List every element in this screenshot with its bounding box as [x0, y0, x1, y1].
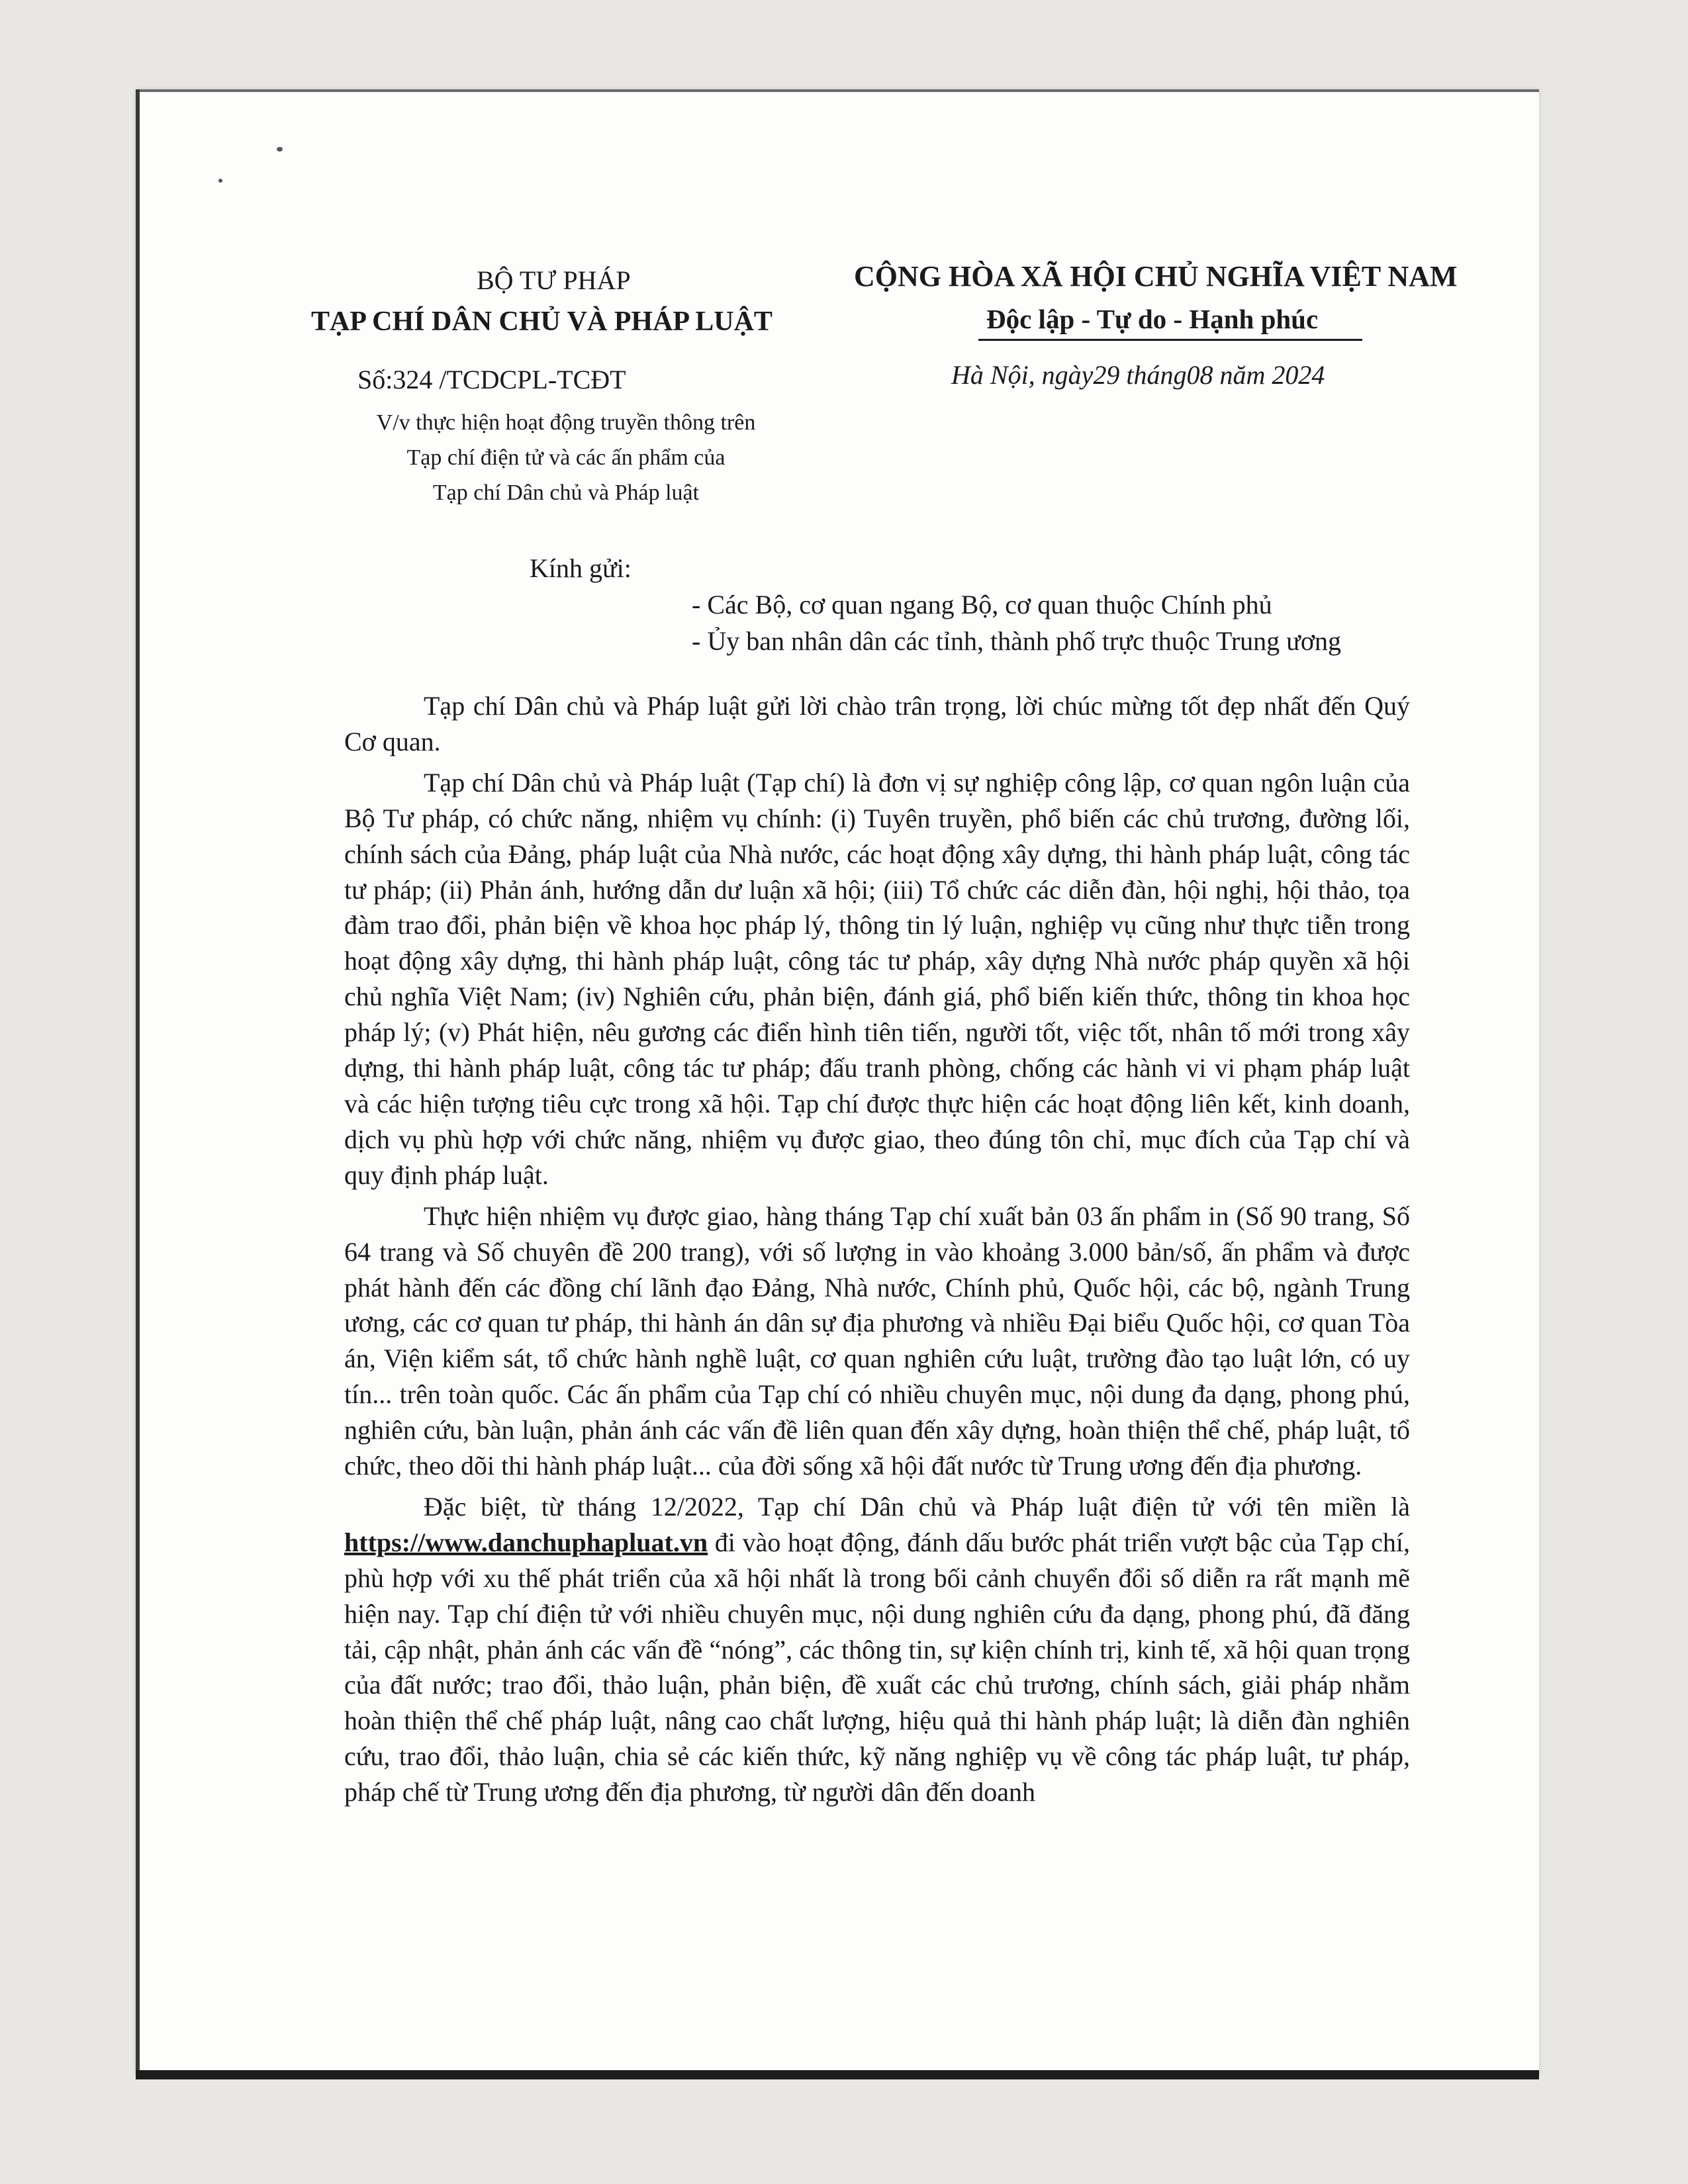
ministry-name: BỘ TƯ PHÁP: [477, 265, 631, 295]
scan-edge-bottom: [136, 2070, 1539, 2079]
body-paragraph: [344, 1489, 1410, 1810]
scan-edge-left: [136, 89, 140, 2075]
website-link[interactable]: https://www.danchuphapluat.vn: [344, 1527, 708, 1557]
scan-edge-top: [136, 89, 1539, 92]
subject-line: Tạp chí Dân chủ và Pháp luật: [432, 480, 700, 505]
document-number: Số:324 /TCDCPL-TCĐT: [357, 365, 626, 394]
recipient-item: - Ủy ban nhân dân các tỉnh, thành phố trực thuộc Trung ương: [692, 626, 1342, 656]
letter-body: [344, 688, 1410, 1815]
agency-name: TẠP CHÍ DÂN CHỦ VÀ PHÁP LUẬT: [311, 306, 773, 337]
motto-underline: [978, 339, 1362, 341]
national-title: CỘNG HÒA XÃ HỘI CHỦ NGHĨA VIỆT NAM: [854, 260, 1458, 293]
subject-line: Tạp chí điện tử và các ấn phẩm của: [406, 445, 726, 470]
body-paragraph: Thực hiện nhiệm vụ được giao, hàng tháng Tạp chí xuất bản 03 ấn phẩm in (Số 90 trang, Số 64 trang và Số chuyên đề 200 trang), với số lượng in vào khoảng 3.000 bản/số, ấn phẩm và được phát hành đến các đồng chí lãnh đạo Đảng, Nhà nước, Chính phủ, Quốc hội, các bộ, ngành Trung ương, các cơ quan tư pháp, thi hành án dân sự địa phương và nhiều Đại biểu Quốc hội, cơ quan Tòa án, Viện kiểm sát, tổ chức hành nghề luật, cơ quan nghiên cứu luật, trường đào tạo luật lớn, có uy tín... trên toàn quốc. Các ấn phẩm của Tạp chí có nhiều chuyên mục, nội dung đa dạng, phong phú, nghiên cứu, bàn luận, phản ánh các vấn đề liên quan đến xây dựng, hoàn thiện thể chế, pháp luật, tổ chức, theo dõi thi hành pháp luật... của đời sống xã hội đất nước từ Trung ương đến địa phương.: [344, 1201, 1410, 1481]
national-motto: Độc lập - Tự do - Hạnh phúc: [986, 304, 1319, 334]
body-paragraph: Tạp chí Dân chủ và Pháp luật (Tạp chí) là đơn vị sự nghiệp công lập, cơ quan ngôn luận của Bộ Tư pháp, có chức năng, nhiệm vụ chính: (i) Tuyên truyền, phổ biến các chủ trương, đường lối, chính sách của Đảng, pháp luật của Nhà nước, các hoạt động xây dựng, thi hành pháp luật, công tác tư pháp; (ii) Phản ánh, hướng dẫn dư luận xã hội; (iii) Tổ chức các diễn đàn, hội nghị, hội thảo, tọa đàm trao đổi, phản biện về khoa học pháp lý, thông tin lý luận, nghiệp vụ cũng như thực tiễn trong hoạt động xây dựng, thi hành pháp luật, công tác tư pháp, xây dựng Nhà nước pháp quyền xã hội chủ nghĩa Việt Nam; (iv) Nghiên cứu, phản biện, đánh giá, phổ biến kiến thức, thông tin khoa học pháp lý; (v) Phát hiện, nêu gương các điển hình tiên tiến, người tốt, việc tốt, nhân tố mới trong xây dựng, thi hành pháp luật, công tác tư pháp; đấu tranh phòng, chống các hành vi vi phạm pháp luật và các hiện tượng tiêu cực trong xã hội. Tạp chí được thực hiện các hoạt động liên kết, kinh doanh, dịch vụ phù hợp với chức năng, nhiệm vụ được giao, theo đúng tôn chỉ, mục đích của Tạp chí và quy định pháp luật.: [344, 767, 1410, 1190]
body-text-segment: Đặc biệt, từ tháng 12/2022, Tạp chí Dân chủ và Pháp luật điện tử với tên miền là: [424, 1491, 1410, 1522]
subject-line: V/v thực hiện hoạt động truyền thông trên: [376, 410, 756, 435]
scan-speck: [277, 147, 283, 152]
body-paragraph: Tạp chí Dân chủ và Pháp luật gửi lời chào trân trọng, lời chúc mừng tốt đẹp nhất đến Quý Cơ quan.: [344, 691, 1410, 756]
place-and-date: Hà Nội, ngày29 tháng08 năm 2024: [951, 360, 1325, 390]
salutation: Kính gửi:: [530, 553, 632, 583]
scan-speck: [218, 179, 222, 183]
body-text-segment: đi vào hoạt động, đánh dấu bước phát triển vượt bậc của Tạp chí, phù hợp với xu thế phát triển của xã hội nhất là trong bối cảnh chuyển đổi số diễn ra rất mạnh mẽ hiện nay. Tạp chí điện tử với nhiều chuyên mục, nội dung nghiên cứu đa dạng, phong phú, đã đăng tải, cập nhật, phản ánh các vấn đề “nóng”, các thông tin, sự kiện chính trị, kinh tế, xã hội quan trọng của đất nước; trao đổi, thảo luận, phản biện, đề xuất các chủ trương, chính sách, giải pháp nhằm hoàn thiện thể chế pháp luật, nâng cao chất lượng, hiệu quả thi hành pháp luật; là diễn đàn nghiên cứu, trao đổi, thảo luận, chia sẻ các kiến thức, kỹ năng nghiệp vụ về công tác pháp luật, tư pháp, pháp chế từ Trung ương đến địa phương, từ người dân đến doanh: [344, 1527, 1410, 1807]
recipient-item: - Các Bộ, cơ quan ngang Bộ, cơ quan thuộc Chính phủ: [692, 590, 1272, 619]
subject-block: [334, 405, 798, 510]
